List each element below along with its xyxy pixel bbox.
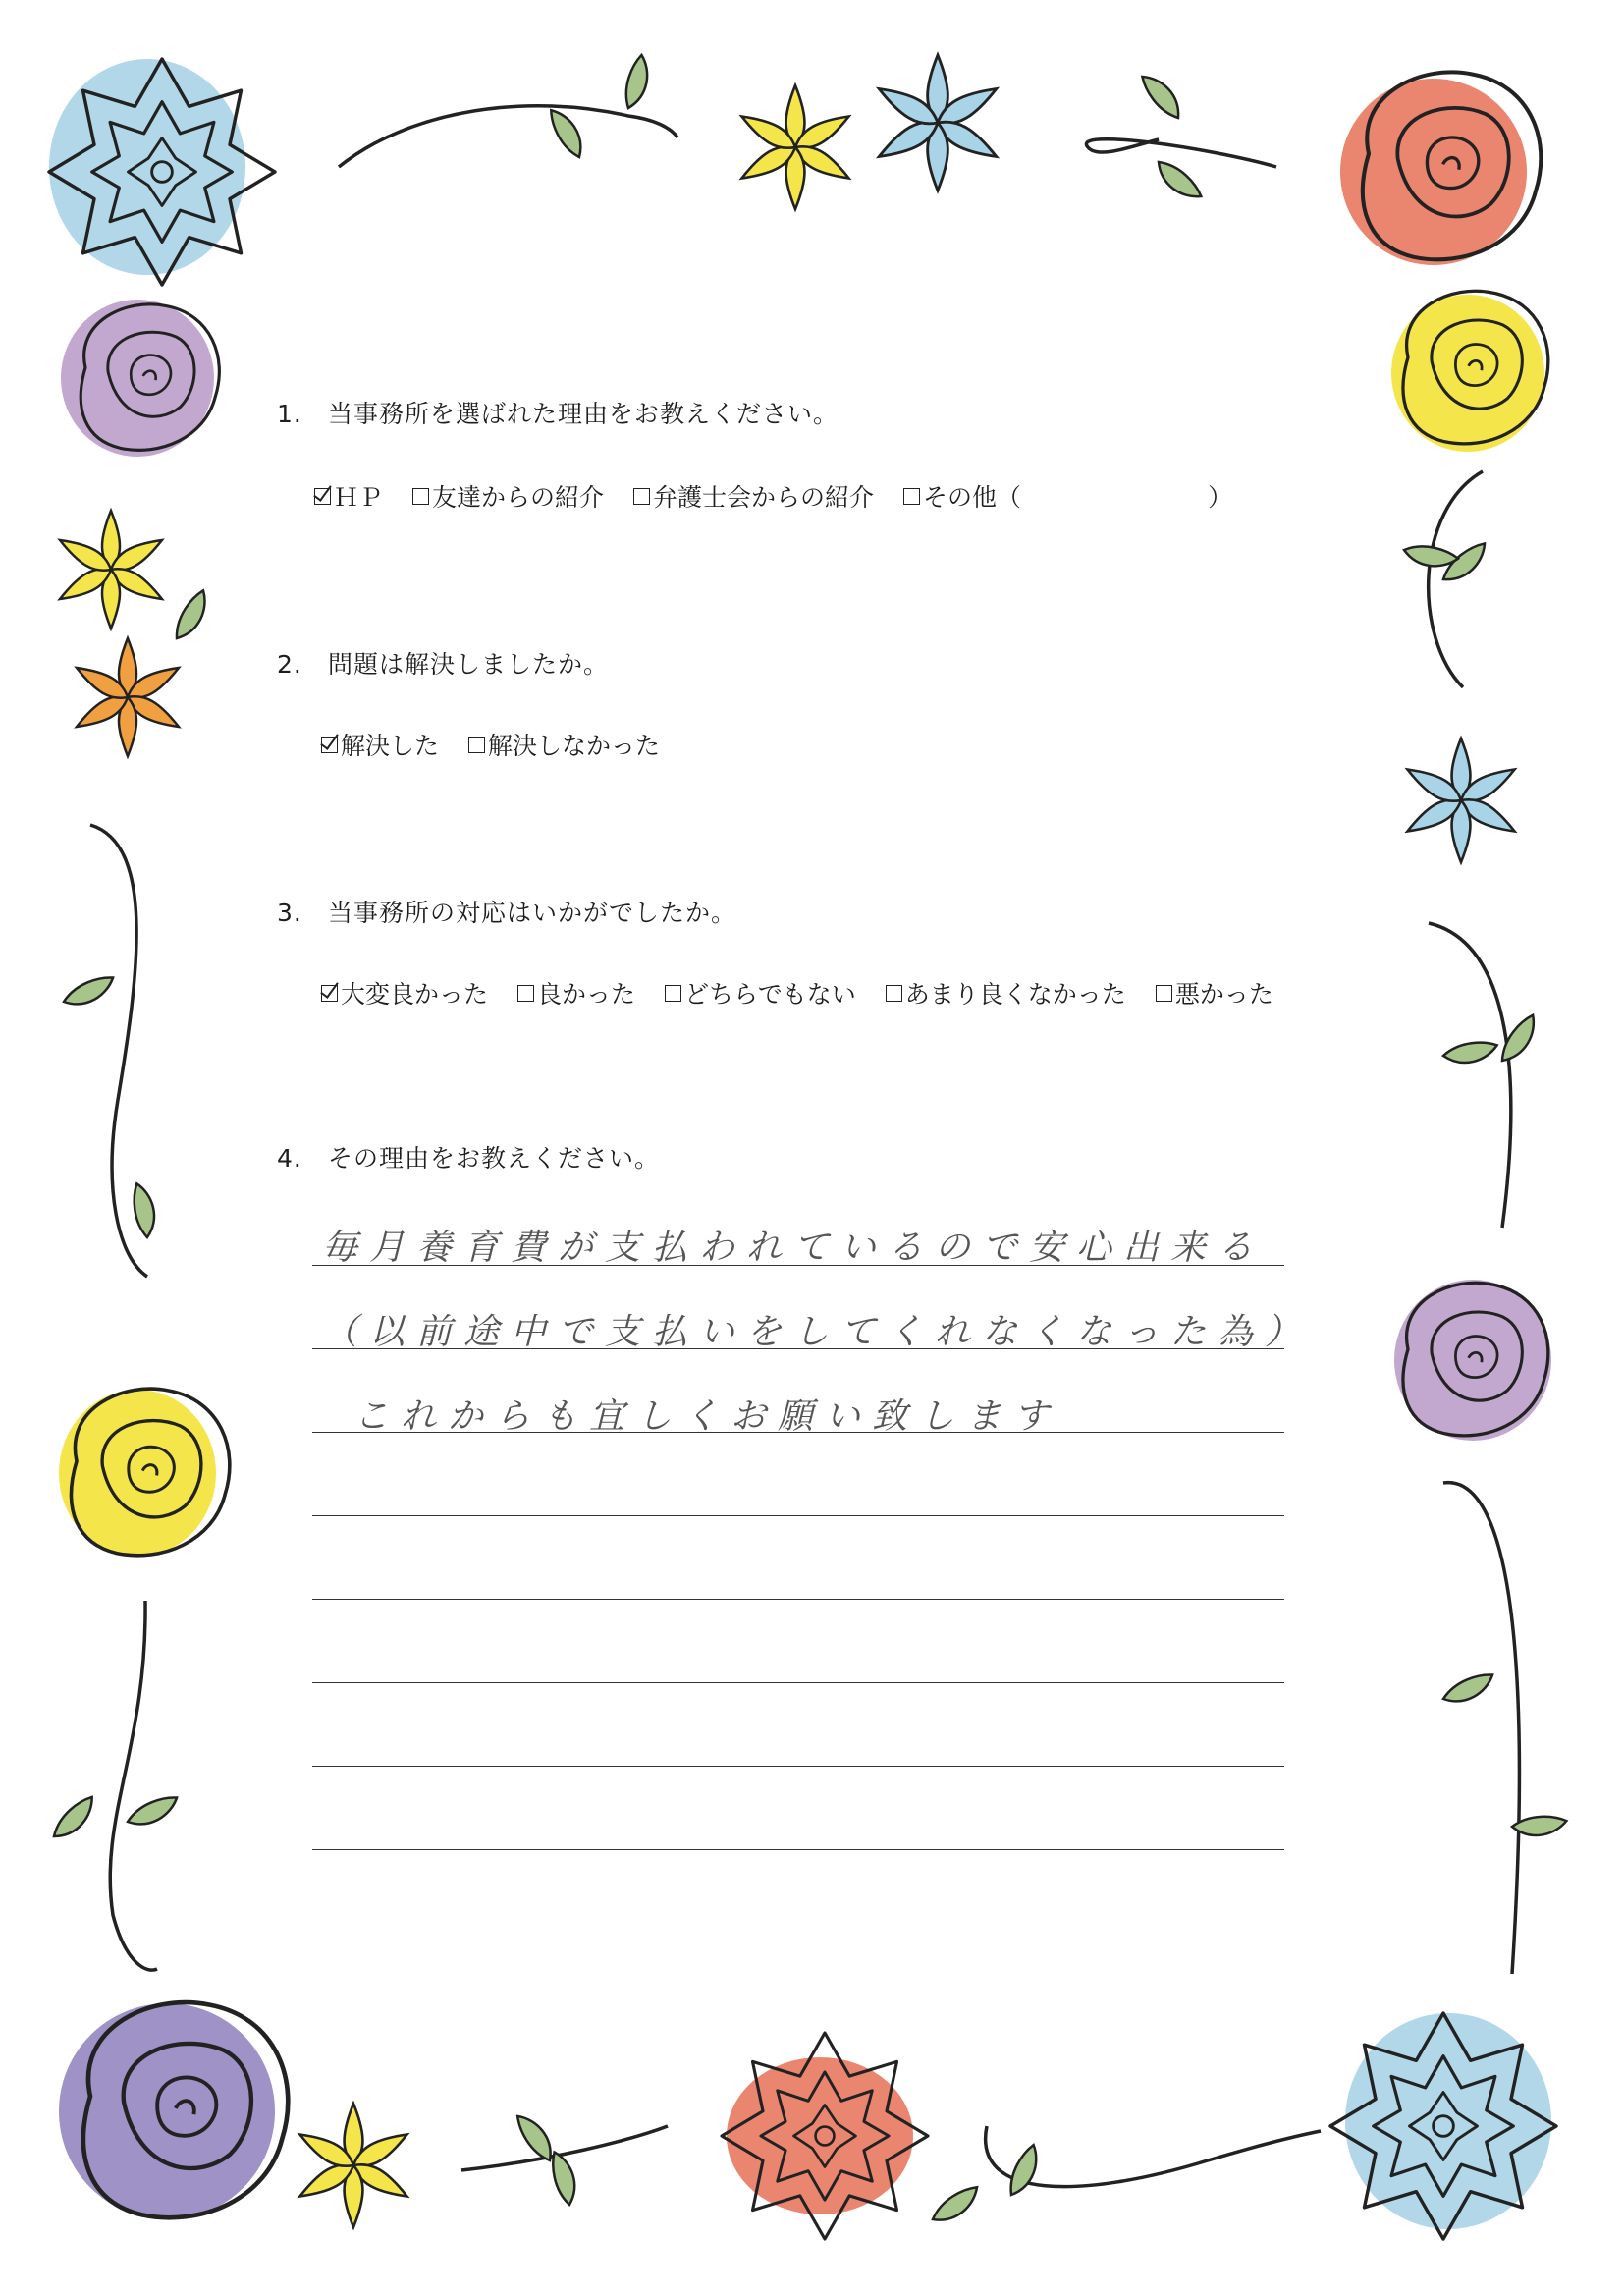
question-number: 2. <box>277 650 302 679</box>
leaf-icon <box>62 977 115 1006</box>
leaf-icon <box>1156 152 1202 208</box>
checkbox[interactable] <box>886 985 902 1002</box>
checkbox[interactable] <box>1156 985 1172 1002</box>
yellow-rose-icon <box>1391 291 1548 452</box>
question-2-options <box>321 727 689 762</box>
question-1 <box>277 395 839 430</box>
answer-ruled-line[interactable] <box>312 1265 1284 1266</box>
leaf-icon <box>1142 69 1181 125</box>
handwritten-answer-line: これからも宜しくお願い致します <box>353 1396 1061 1437</box>
answer-ruled-line[interactable] <box>312 1599 1284 1600</box>
leaf-icon <box>1442 1036 1496 1068</box>
purple-rose-icon <box>59 2002 288 2219</box>
option-bad[interactable]: 悪かった <box>1156 975 1273 1011</box>
answer-ruled-line[interactable] <box>312 1766 1284 1767</box>
vine-icon <box>1086 139 1276 167</box>
answer-ruled-line[interactable] <box>312 1682 1284 1683</box>
handwritten-answer-line: 毎月養育費が支払われているので安心出来る <box>322 1228 1266 1268</box>
option-very-good[interactable]: 大変良かった <box>321 975 488 1011</box>
leaf-icon <box>551 106 583 160</box>
checkbox[interactable] <box>665 985 681 1002</box>
leaf-icon <box>45 1796 101 1839</box>
option-good[interactable]: 良かった <box>517 975 635 1011</box>
blue-flower-icon <box>1403 738 1520 862</box>
option-friend[interactable]: 友達からの紹介 <box>412 478 604 514</box>
yellow-rose-icon <box>59 1389 230 1557</box>
blue-dahlia-icon <box>49 59 275 285</box>
leaf-icon <box>1490 1014 1545 1064</box>
checkbox[interactable] <box>468 737 485 753</box>
option-not-resolved[interactable]: 解決しなかった <box>468 727 660 762</box>
question-number: 3. <box>277 899 302 927</box>
leaf-icon <box>1441 1674 1494 1703</box>
question-4 <box>277 1139 660 1175</box>
checkbox[interactable] <box>517 985 534 1002</box>
leaf-icon <box>612 55 661 110</box>
leaf-icon <box>998 2145 1051 2198</box>
question-1-options <box>314 478 1262 514</box>
question-number: 1. <box>277 400 302 428</box>
question-text: 当事務所の対応はいかがでしたか。 <box>328 899 737 927</box>
blue-dahlia-icon <box>1330 2013 1556 2239</box>
checkbox[interactable] <box>412 488 429 505</box>
leaf-icon <box>550 2152 578 2205</box>
vine-icon <box>339 106 677 167</box>
answer-ruled-line[interactable] <box>312 1348 1284 1349</box>
blue-flower-icon <box>874 55 1001 191</box>
vine-icon <box>110 1601 157 1970</box>
question-3 <box>277 894 736 929</box>
vine-icon <box>1429 923 1511 1228</box>
handwritten-answer-line: （以前途中で支払いをしてくれなくなった為） <box>322 1312 1313 1352</box>
orange-flower-icon <box>73 638 184 756</box>
coral-dahlia-icon <box>722 2033 928 2239</box>
leaf-icon <box>128 1183 160 1237</box>
vine-icon <box>1443 1483 1519 1974</box>
leaf-icon <box>928 2187 983 2223</box>
option-bar-association[interactable]: 弁護士会からの紹介 <box>633 478 874 514</box>
option-other[interactable]: その他（ ） <box>903 478 1232 514</box>
yellow-flower-icon <box>737 85 854 209</box>
answer-ruled-line[interactable] <box>312 1849 1284 1850</box>
coral-rose-icon <box>1340 72 1541 265</box>
answer-ruled-line[interactable] <box>312 1432 1284 1433</box>
checkbox-checked[interactable] <box>321 985 338 1002</box>
purple-rose-icon <box>61 300 219 457</box>
option-resolved[interactable]: 解決した <box>321 727 439 762</box>
option-hp[interactable]: ＨＰ <box>314 478 383 514</box>
checkbox-checked[interactable] <box>314 488 331 505</box>
option-not-very-good[interactable]: あまり良くなかった <box>886 975 1126 1011</box>
yellow-flower-icon <box>296 2104 412 2227</box>
checkbox[interactable] <box>903 488 920 505</box>
question-number: 4. <box>277 1144 302 1173</box>
question-text: 当事務所を選ばれた理由をお教えください。 <box>328 400 839 428</box>
checkbox[interactable] <box>633 488 650 505</box>
question-2 <box>277 645 609 681</box>
leaf-icon <box>517 2110 554 2165</box>
answer-ruled-line[interactable] <box>312 1515 1284 1516</box>
leaf-icon <box>164 590 218 641</box>
checkbox-checked[interactable] <box>321 737 338 753</box>
question-3-options <box>321 975 1303 1011</box>
option-neutral[interactable]: どちらでもない <box>665 975 856 1011</box>
leaf-icon <box>126 1797 179 1826</box>
purple-rose-icon <box>1394 1280 1551 1441</box>
yellow-flower-icon <box>56 511 167 629</box>
question-text: 問題は解決しましたか。 <box>328 650 610 679</box>
question-text: その理由をお教えください。 <box>328 1144 661 1173</box>
